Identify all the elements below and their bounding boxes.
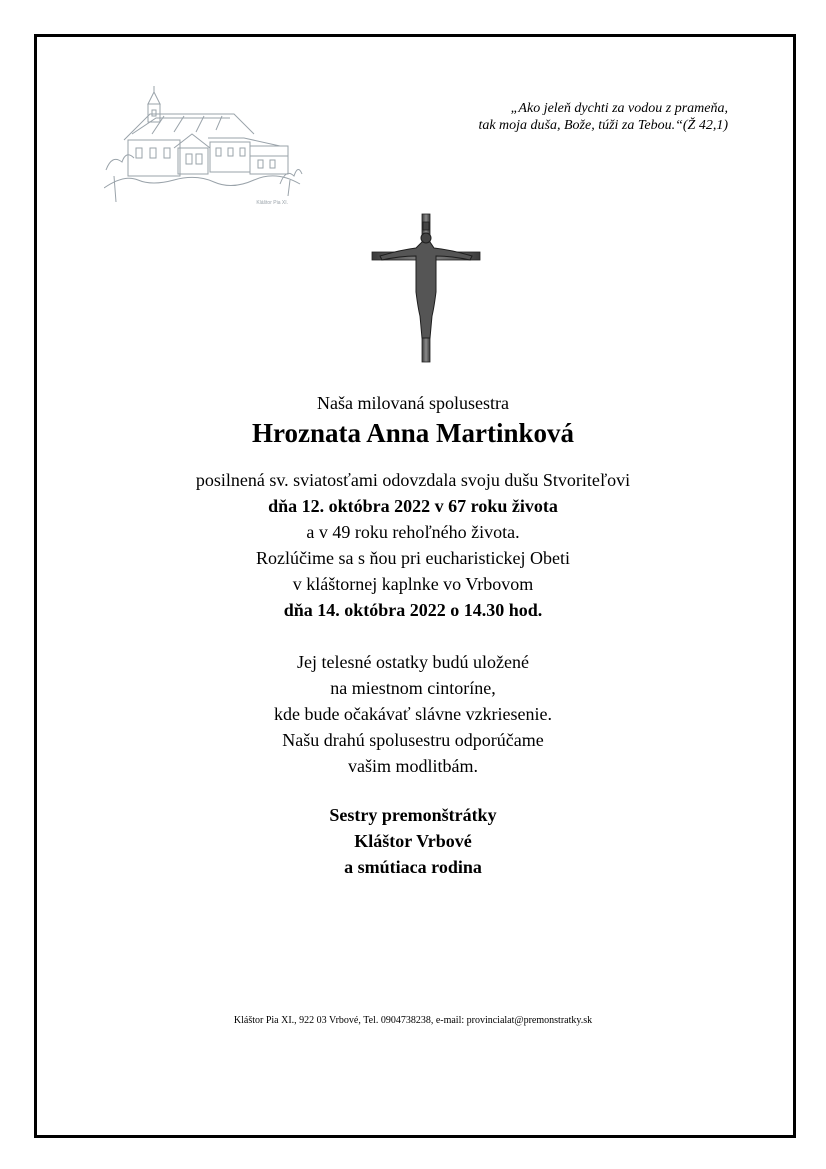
quote-line-2: tak moja duša, Bože, túži za Tebou.“(Ž 42,1) xyxy=(478,118,728,133)
monastery-sketch-image xyxy=(104,84,304,210)
footer-contact: Kláštor Pia XI., 922 03 Vrbové, Tel. 0904738238, e-mail: provincialat@premonstratky.sk xyxy=(233,1015,593,1026)
crucifix-icon xyxy=(370,212,482,364)
signature-line: Kláštor Vrbové xyxy=(354,831,472,851)
signature-line: a smútiaca rodina xyxy=(344,857,482,877)
burial-line: Jej telesné ostatky budú uložené xyxy=(297,652,529,672)
burial-line: na miestnom cintoríne, xyxy=(330,678,496,698)
deceased-name: Hroznata Anna Martinková xyxy=(251,418,575,448)
burial-line: Našu drahú spolusestru odporúčame xyxy=(282,730,544,750)
signature-block xyxy=(0,802,826,880)
announcement-line: Rozlúčime sa s ňou pri eucharistickej Obeti xyxy=(256,548,570,568)
announcement-line: posilnená sv. sviatosťami odovzdala svoju dušu Stvoriteľovi xyxy=(195,470,631,490)
announcement-line-date-funeral: dňa 14. októbra 2022 o 14.30 hod. xyxy=(283,600,543,620)
intro-line: Naša milovaná spolusestra xyxy=(317,393,509,413)
quote-line-1: „Ako jeleň dychti za vodou z prameňa, xyxy=(510,101,728,116)
burial-line: vašim modlitbám. xyxy=(348,756,478,776)
announcement-line-date-death: dňa 12. októbra 2022 v 67 roku života xyxy=(268,496,558,516)
announcement-block xyxy=(0,467,826,623)
sketch-caption: Kláštor Pia XI. xyxy=(256,200,288,206)
announcement-line: v kláštornej kaplnke vo Vrbovom xyxy=(292,574,534,594)
announcement-line: a v 49 roku rehoľného života. xyxy=(306,522,520,542)
epigraph-quote xyxy=(478,100,728,134)
signature-line: Sestry premonštrátky xyxy=(329,805,497,825)
burial-block xyxy=(0,649,826,779)
burial-line: kde bude očakávať slávne vzkriesenie. xyxy=(273,704,553,724)
